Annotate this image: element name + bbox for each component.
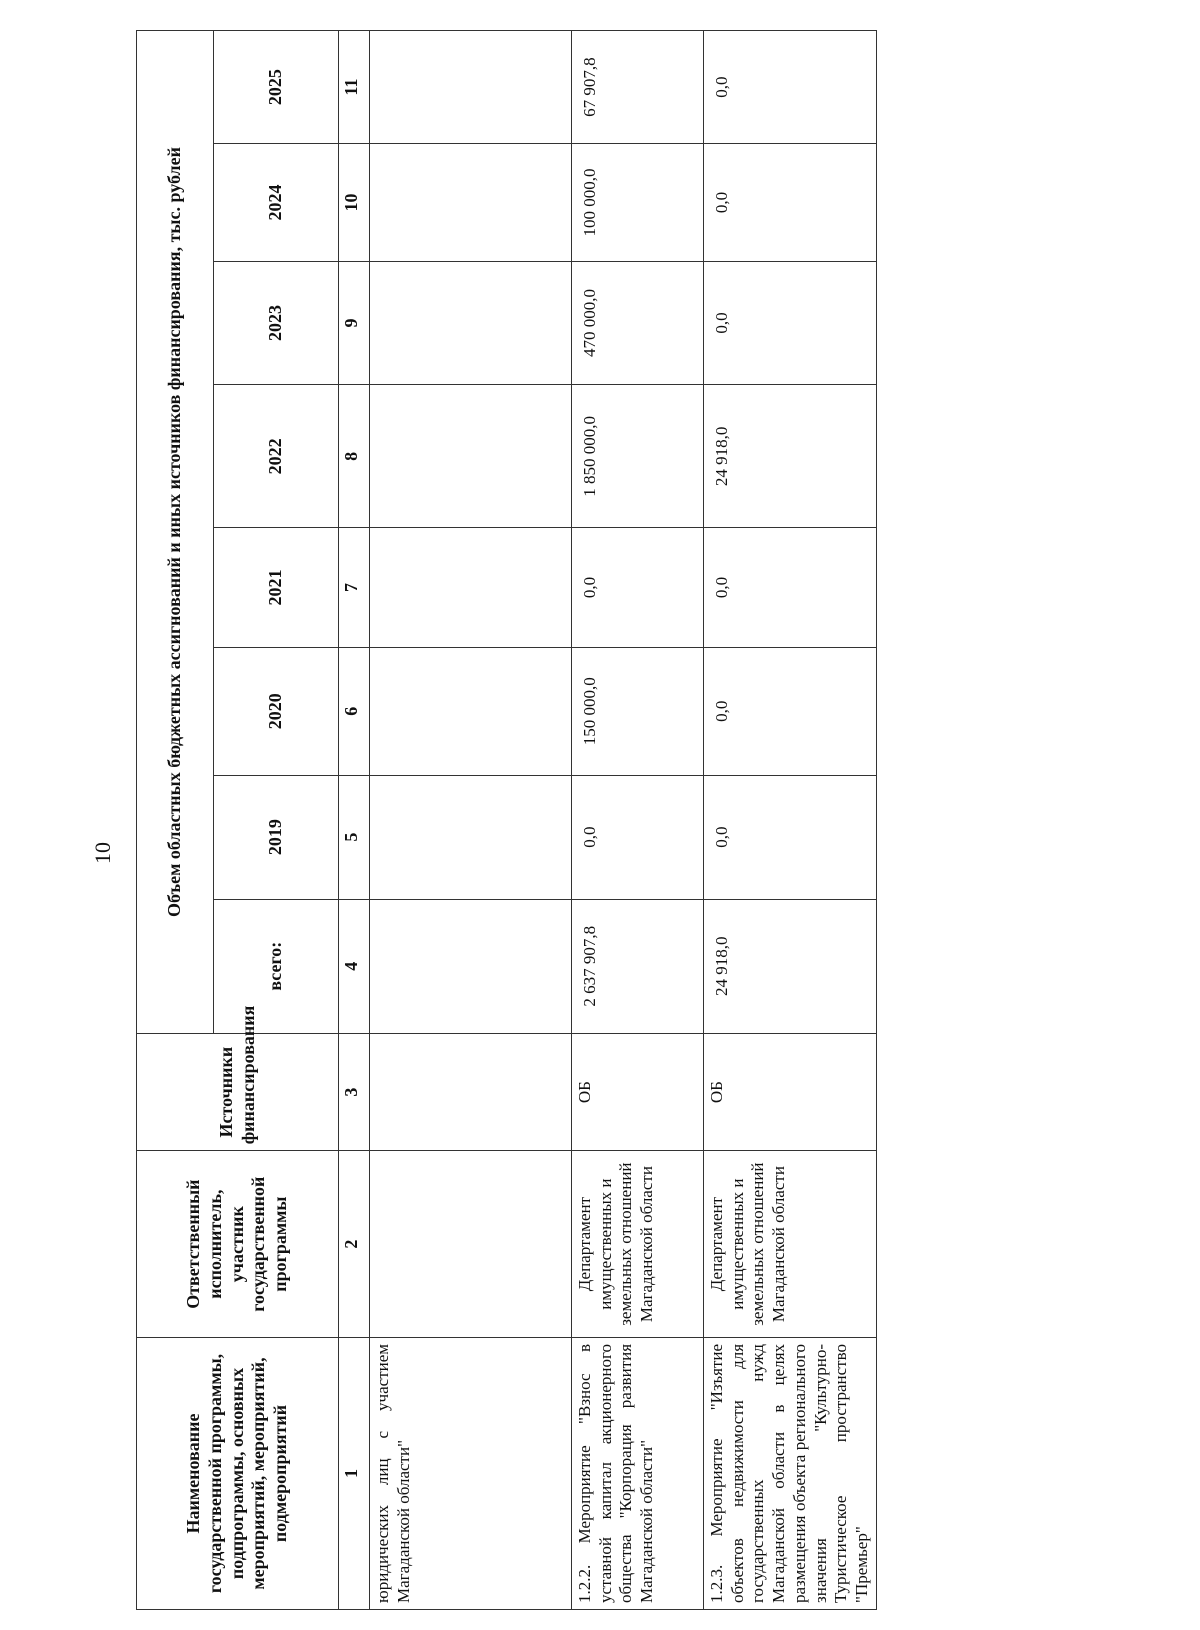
column-number-row	[339, 31, 370, 1610]
value-2022: 24 918,0	[704, 385, 877, 528]
header-year-2021: 2021	[214, 528, 339, 647]
header-name: Наименование государственной программы, подпрограммы, основных мероприятий, мероприятий, подмероприятий	[137, 1337, 339, 1609]
value-2019: 0,0	[704, 775, 877, 899]
financing-table	[136, 30, 877, 1610]
value-2021: 0,0	[704, 528, 877, 647]
column-number: 1	[339, 1337, 370, 1609]
activity-name: 1.2.3. Мероприятие "Изъятие объектов недвижимости для государственных нужд Магаданской области в целях размещения объекта регионального значения "Культурно-Туристическое пространство "Премьер"	[704, 1337, 877, 1609]
value-total: 2 637 907,8	[572, 899, 704, 1033]
column-number: 3	[339, 1033, 370, 1150]
value-2024	[370, 144, 572, 261]
value-2021	[370, 528, 572, 647]
header-volume: Объем областных бюджетных ассигнований и иных источников финансирования, тыс. рублей	[137, 31, 214, 1034]
column-number: 11	[339, 31, 370, 144]
activity-name: 1.2.2. Мероприятие "Взнос в уставной капитал акционерного общества "Корпорация развития Магаданской области"	[572, 1337, 704, 1609]
value-2020	[370, 647, 572, 775]
header-year-2024: 2024	[214, 144, 339, 261]
value-2022	[370, 385, 572, 528]
header-responsible: Ответственный исполнитель, участник государственной программы	[137, 1151, 339, 1338]
column-number: 10	[339, 144, 370, 261]
funding-source	[370, 1033, 572, 1150]
column-number: 6	[339, 647, 370, 775]
value-2020: 0,0	[704, 647, 877, 775]
header-year-2020: 2020	[214, 647, 339, 775]
funding-source: ОБ	[704, 1033, 877, 1150]
value-total: 24 918,0	[704, 899, 877, 1033]
responsible-executor: Департамент имущественных и земельных отношений Магаданской области	[572, 1151, 704, 1338]
funding-source: ОБ	[572, 1033, 704, 1150]
table-row	[370, 31, 572, 1610]
value-total	[370, 899, 572, 1033]
value-2024: 0,0	[704, 144, 877, 261]
value-2023: 470 000,0	[572, 261, 704, 385]
activity-name: юридических лиц с участием Магаданской области"	[370, 1337, 572, 1609]
value-2025	[370, 31, 572, 144]
table-row	[704, 31, 877, 1610]
value-2019	[370, 775, 572, 899]
value-2022: 1 850 000,0	[572, 385, 704, 528]
value-2019: 0,0	[572, 775, 704, 899]
responsible-executor: Департамент имущественных и земельных отношений Магаданской области	[704, 1151, 877, 1338]
header-year-2019: 2019	[214, 775, 339, 899]
value-2025: 0,0	[704, 31, 877, 144]
table-row	[572, 31, 704, 1610]
column-number: 7	[339, 528, 370, 647]
column-number: 5	[339, 775, 370, 899]
value-2023	[370, 261, 572, 385]
value-2025: 67 907,8	[572, 31, 704, 144]
header-year-2022: 2022	[214, 385, 339, 528]
header-year-2023: 2023	[214, 261, 339, 385]
value-2020: 150 000,0	[572, 647, 704, 775]
header-source: Источники финансирования	[137, 1033, 339, 1150]
column-number: 8	[339, 385, 370, 528]
header-year-2025: 2025	[214, 31, 339, 144]
header-row-1	[137, 31, 214, 1610]
page-number: 10	[90, 842, 115, 864]
value-2021: 0,0	[572, 528, 704, 647]
column-number: 4	[339, 899, 370, 1033]
value-2023: 0,0	[704, 261, 877, 385]
column-number: 2	[339, 1151, 370, 1338]
value-2024: 100 000,0	[572, 144, 704, 261]
column-number: 9	[339, 261, 370, 385]
rotated-table-container	[136, 30, 1016, 1610]
header-year-total: всего:	[214, 899, 339, 1033]
responsible-executor	[370, 1151, 572, 1338]
